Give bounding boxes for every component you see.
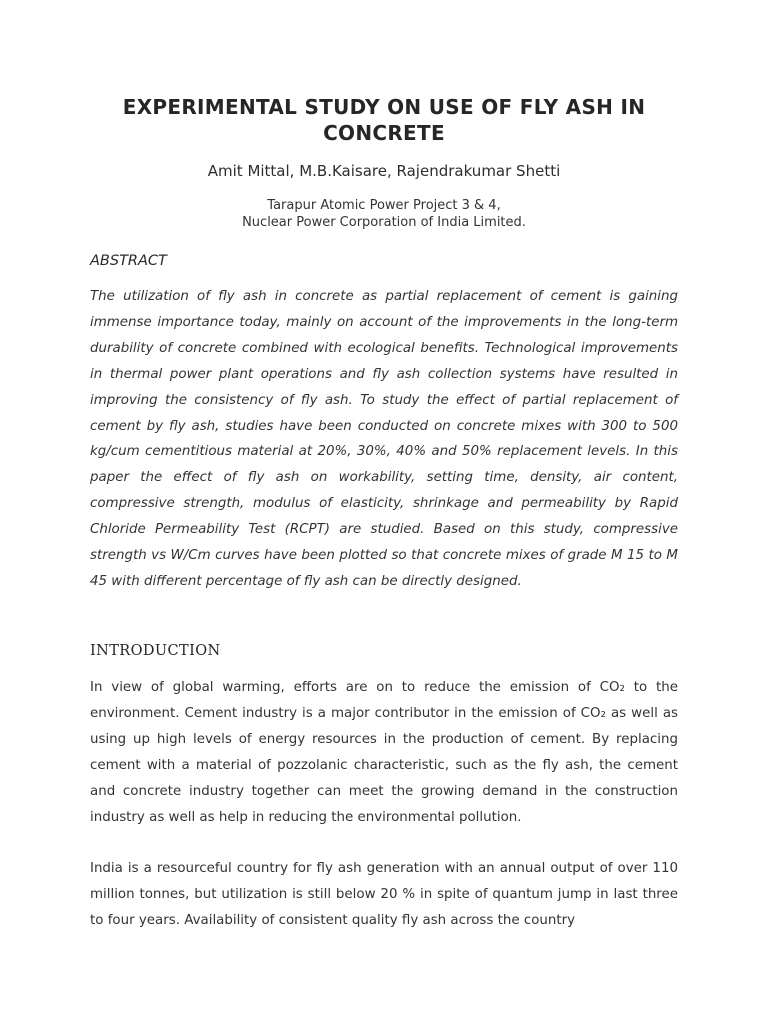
introduction-paragraph-1: In view of global warming, efforts are on to reduce the emission of CO₂ to the environment. Cement industry is a major contributor in the emission of CO₂ as well as using up high levels of energy resources in the production of cement. By replacing cement with a material of pozzolanic characteristic, such as the fly ash, the cement and concrete industry together can meet the growing demand in the construction industry as well as help in reducing the environmental pollution. bbox=[90, 680, 678, 825]
introduction-paragraph-2: India is a resourceful country for fly ash generation with an annual output of over 110 million tonnes, but utilization is still below 20 % in spite of quantum jump in last three to four years. Availability of consistent quality fly ash across the country bbox=[90, 861, 678, 928]
paper-page bbox=[90, 0, 678, 1024]
paper-title: EXPERIMENTAL STUDY ON USE OF FLY ASH IN CONCRETE bbox=[122, 95, 646, 145]
abstract-text: The utilization of fly ash in concrete as partial replacement of cement is gaining immense importance today, mainly on account of the improvements in the long-term durability of concrete combined with ecological benefits. Technological improvements in thermal power plant operations and fly ash collection systems have resulted in improving the consistency of fly ash. To study the effect of partial replacement of cement by fly ash, studies have been conducted on concrete mixes with 300 to 500 kg/cum cementitious material at 20%, 30%, 40% and 50% replacement levels. In this paper the effect of fly ash on workability, setting time, density, air content, compressive strength, modulus of elasticity, shrinkage and permeability by Rapid Chloride Permeability Test (RCPT) are studied. Based on this study, compressive strength vs W/Cm curves have been plotted so that concrete mixes of grade M 15 to M 45 with different percentage of fly ash can be directly designed. bbox=[90, 289, 678, 589]
affiliation-line-1: Tarapur Atomic Power Project 3 & 4, bbox=[267, 198, 501, 213]
abstract-heading: ABSTRACT bbox=[90, 253, 167, 269]
author-list: Amit Mittal, M.B.Kaisare, Rajendrakumar Shetti bbox=[207, 162, 561, 180]
affiliation bbox=[90, 197, 678, 231]
introduction-heading: INTRODUCTION bbox=[90, 643, 221, 659]
affiliation-line-2: Nuclear Power Corporation of India Limited. bbox=[242, 215, 526, 230]
